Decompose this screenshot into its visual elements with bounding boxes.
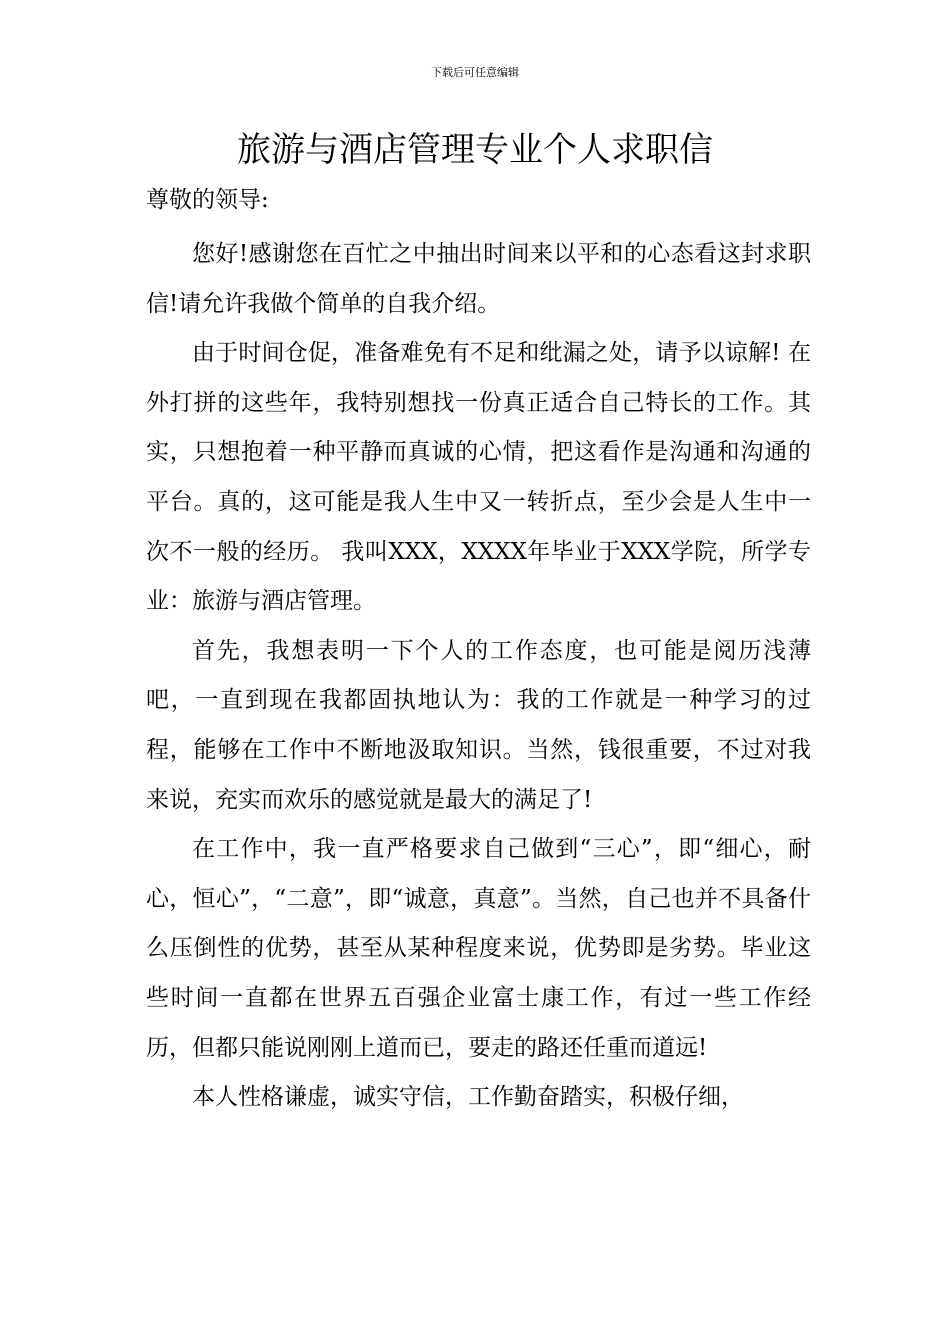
document-title: 旅游与酒店管理专业个人求职信 (237, 130, 713, 170)
paragraph-introduction: 由于时间仓促，准备难免有不足和纰漏之处，请予以谅解! 在外打拼的这些年，我特别想找一份真正适合自己特长的工作。其实，只想抱着一种平静而真诚的心情，把这看作是沟通和沟通的平台。真的，这可能是我人生中又一转折点，至少会是人生中一次不一般的经历。 我叫XXX，XXXX年毕业于XXX学院，所学专业：旅游与酒店管理。 (146, 340, 811, 615)
letter-body (146, 230, 811, 1123)
paragraph-greeting: 您好!感谢您在百忙之中抽出时间来以平和的心态看这封求职信!请允许我做个简单的自我介绍。 (146, 241, 811, 317)
paragraph-work-principles: 在工作中，我一直严格要求自己做到“三心”，即“细心，耐心，恒心”，“二意”，即“诚意，真意”。当然，自己也并不具备什么压倒性的优势，甚至从某种程度来说，优势即是劣势。毕业这些时间一直都在世界五百强企业富士康工作，有过一些工作经历，但都只能说刚刚上道而已，要走的路还任重而道远! (146, 836, 811, 1061)
header-note: 下载后可任意编辑 (431, 66, 519, 79)
paragraph-work-attitude: 首先，我想表明一下个人的工作态度，也可能是阅历浅薄吧，一直到现在我都固执地认为：我的工作就是一种学习的过程，能够在工作中不断地汲取知识。当然，钱很重要，不过对我来说，充实而欢乐的感觉就是最大的满足了! (146, 637, 811, 813)
paragraph-personality: 本人性格谦虚，诚实守信，工作勤奋踏实，积极仔细， (192, 1084, 744, 1111)
salutation: 尊敬的领导: (146, 187, 269, 213)
